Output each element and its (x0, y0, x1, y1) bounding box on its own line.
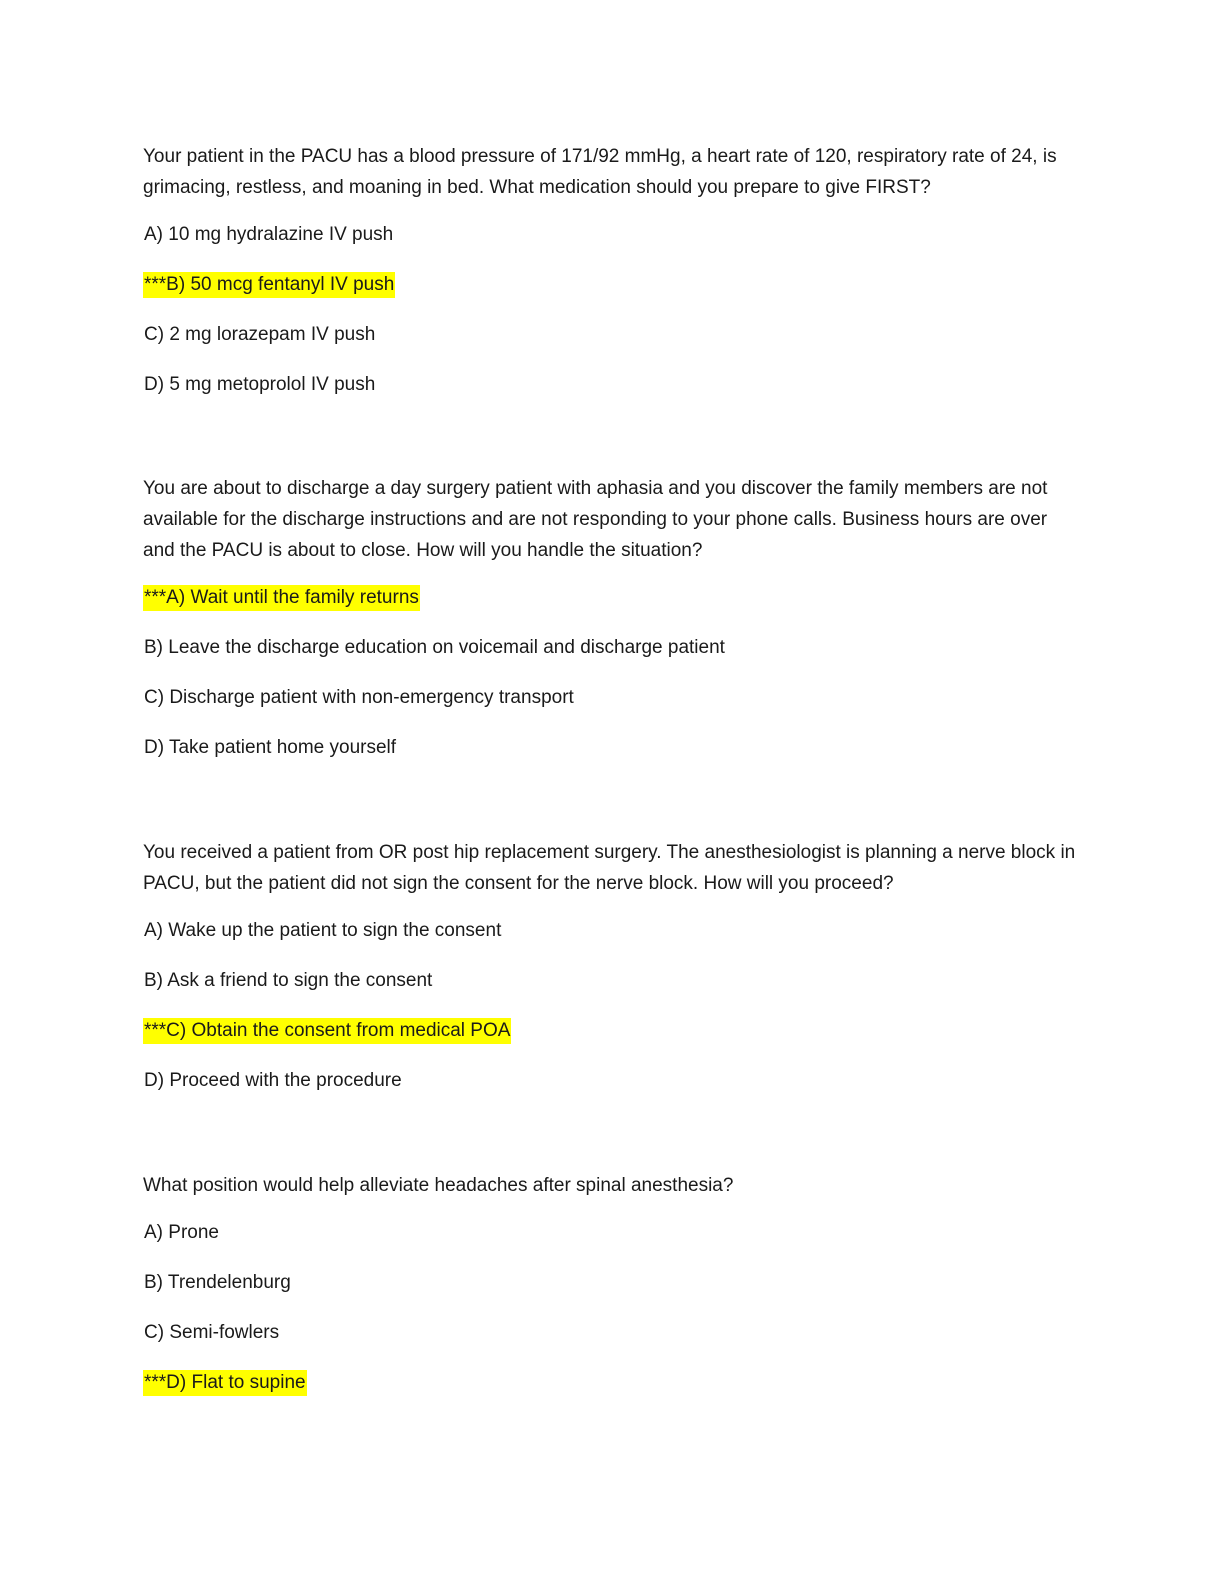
question-4-stem: What position would help alleviate headaches after spinal anesthesia? (143, 1175, 734, 1196)
question-3 (143, 837, 1083, 1094)
question-2-stem: You are about to discharge a day surgery patient with aphasia and you discover the family members are not available for the discharge instructions and are not responding to your phone calls. Business hours are over and the PACU is about to close. How will you handle the situation? (143, 478, 1048, 561)
question-1-option-c: C) 2 mg lorazepam IV push (144, 324, 376, 345)
question-4-option-c: C) Semi-fowlers (144, 1322, 280, 1343)
question-1-option-a: A) 10 mg hydralazine IV push (144, 224, 394, 245)
question-2-option-a-correct: ***A) Wait until the family returns (143, 585, 1083, 611)
question-4-option-a: A) Prone (144, 1222, 219, 1243)
question-2-option-d: D) Take patient home yourself (144, 737, 397, 758)
question-4-option-b: B) Trendelenburg (144, 1272, 291, 1293)
question-3-option-a: A) Wake up the patient to sign the consent (144, 920, 502, 941)
question-1 (143, 141, 1083, 398)
question-3-option-b: B) Ask a friend to sign the consent (144, 970, 433, 991)
question-3-option-c-correct: ***C) Obtain the consent from medical POA (143, 1018, 1083, 1044)
question-3-stem: You received a patient from OR post hip replacement surgery. The anesthesiologist is planning a nerve block in PACU, but the patient did not sign the consent for the nerve block. How will you proceed? (143, 842, 1076, 894)
question-2-option-b: B) Leave the discharge education on voicemail and discharge patient (144, 637, 725, 658)
question-1-option-d: D) 5 mg metoprolol IV push (144, 374, 376, 395)
question-3-option-d: D) Proceed with the procedure (144, 1070, 402, 1091)
question-2-option-c: C) Discharge patient with non-emergency transport (144, 687, 574, 708)
question-4-option-d-correct: ***D) Flat to supine (143, 1370, 1083, 1396)
question-1-option-b-correct: ***B) 50 mcg fentanyl IV push (143, 272, 1083, 298)
question-4 (143, 1170, 1083, 1396)
question-1-stem: Your patient in the PACU has a blood pressure of 171/92 mmHg, a heart rate of 120, respiratory rate of 24, is grimacing, restless, and moaning in bed. What medication should you prepare to give FIRST? (143, 146, 1057, 198)
question-2 (143, 473, 1083, 761)
